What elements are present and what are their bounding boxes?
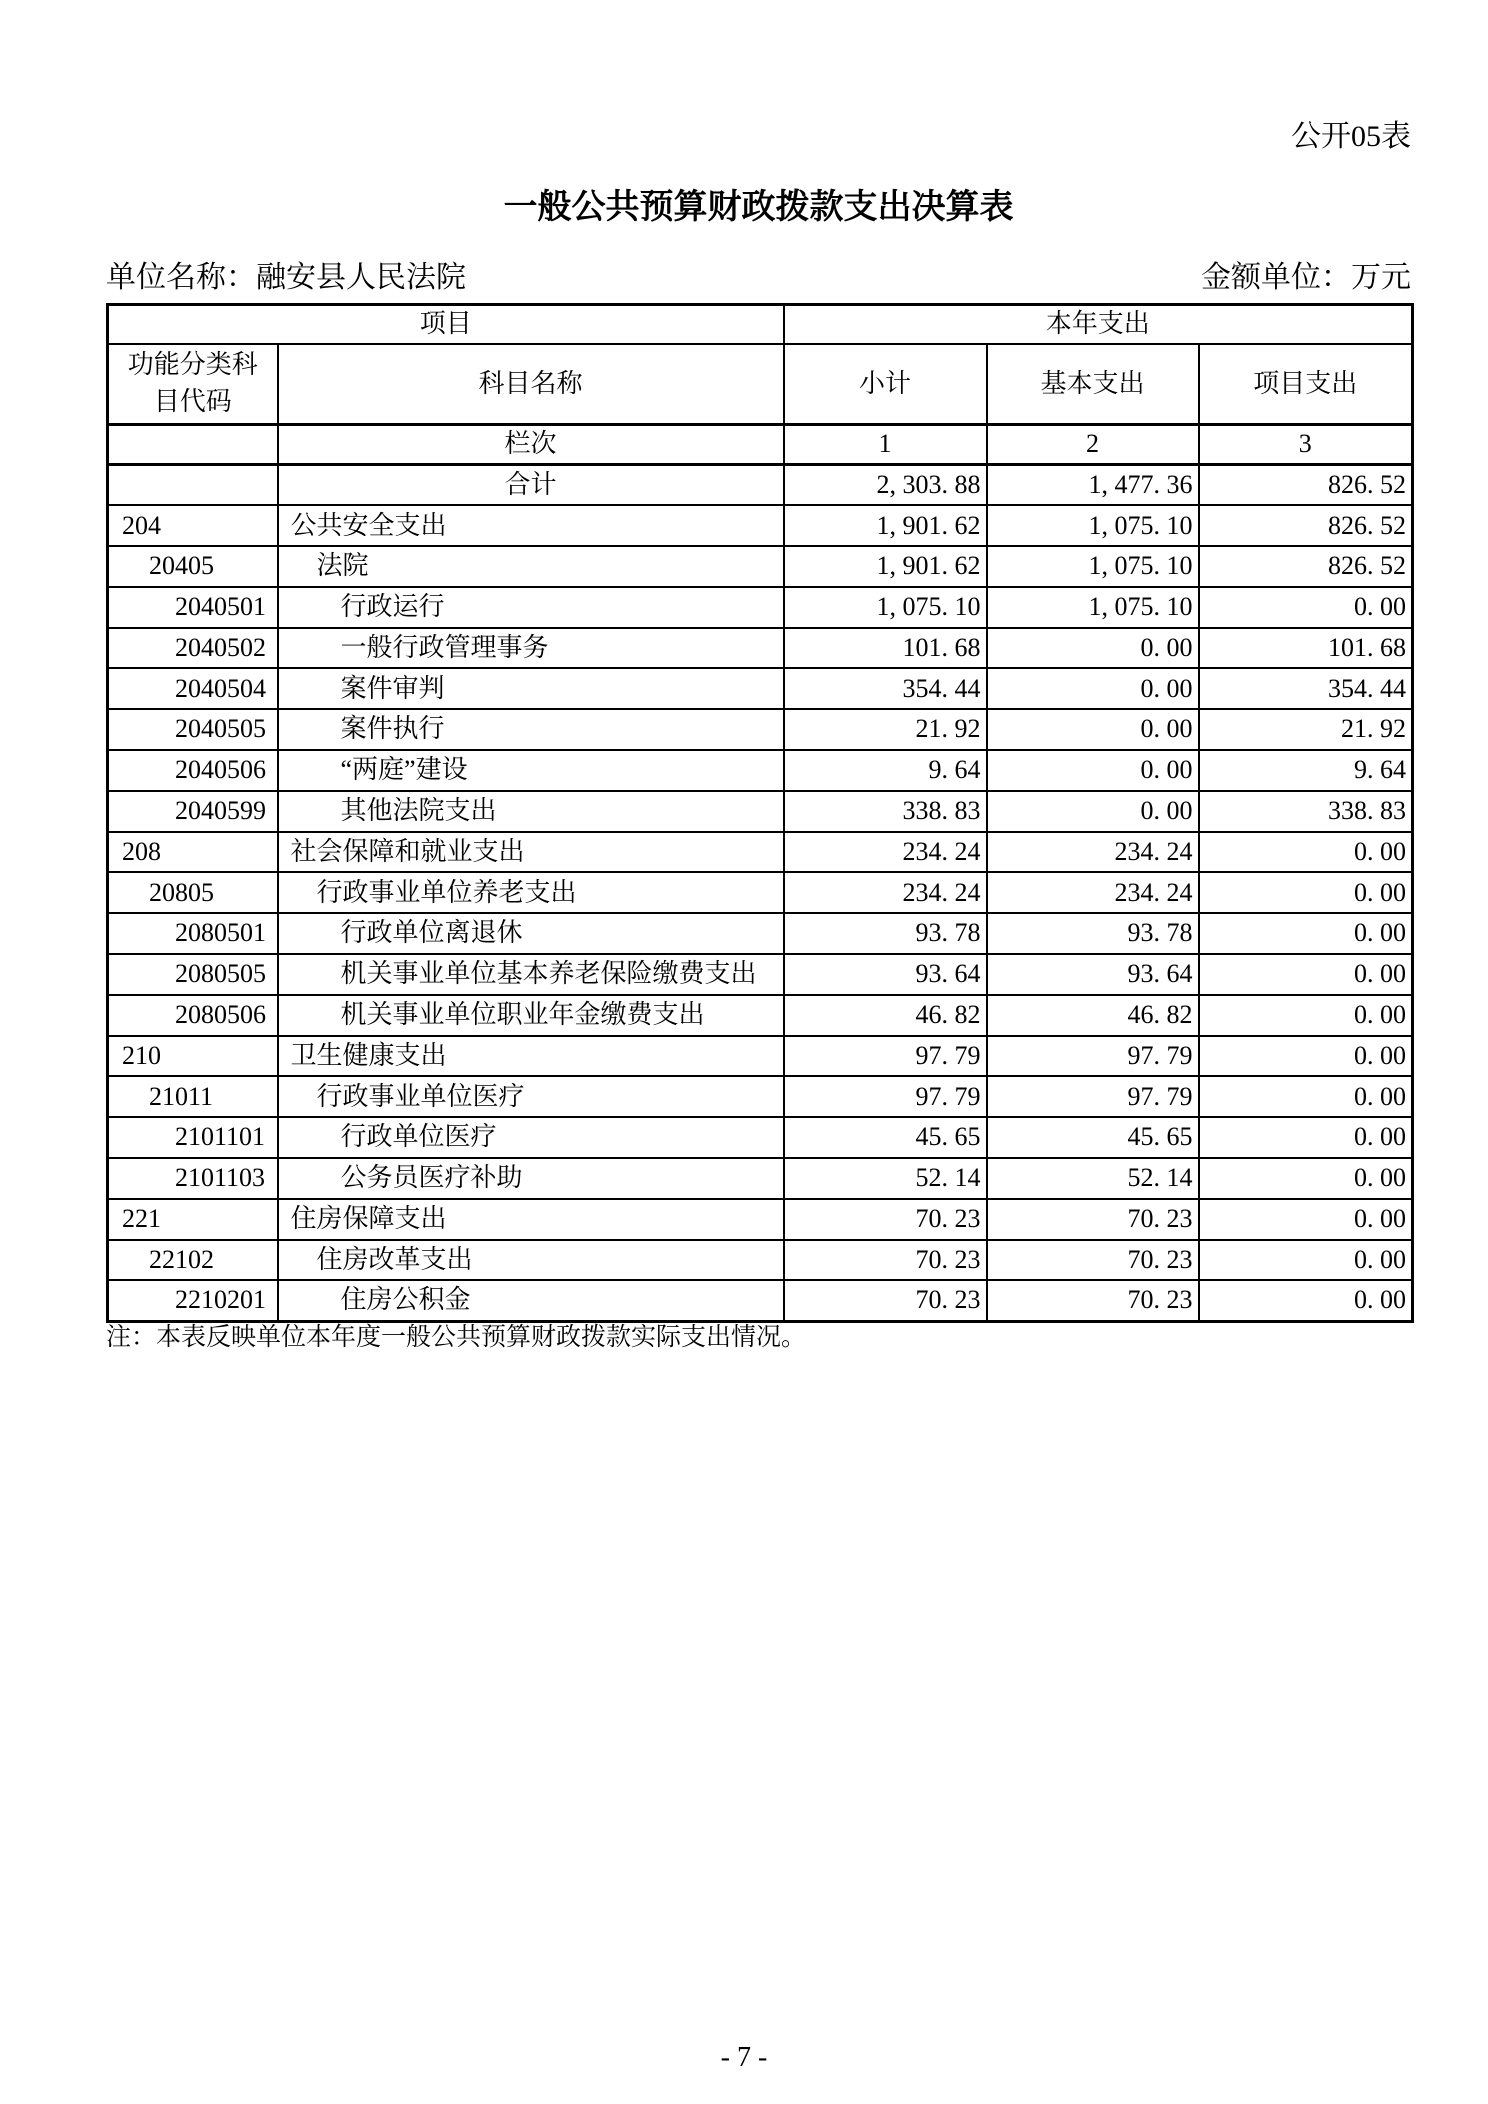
subtotal-value-cell: 101. 68 (784, 628, 987, 669)
subtotal-value-cell: 70. 23 (784, 1199, 987, 1240)
basic-expenditure-value-cell: 234. 24 (987, 872, 1199, 913)
subtotal-value-cell: 45. 65 (784, 1117, 987, 1158)
project-expenditure-value-cell: 0. 00 (1199, 1036, 1413, 1077)
subject-name-cell: 案件审判 (278, 668, 784, 709)
function-code-cell: 2101101 (108, 1117, 278, 1158)
basic-expenditure-value-cell: 97. 79 (987, 1036, 1199, 1077)
table-row (108, 1199, 1413, 1240)
subtotal-value-cell: 21. 92 (784, 709, 987, 750)
project-expenditure-value-cell: 21. 92 (1199, 709, 1413, 750)
project-expenditure-value-cell: 0. 00 (1199, 1280, 1413, 1321)
function-code-cell: 2101103 (108, 1158, 278, 1199)
subject-name-cell: 公共安全支出 (278, 505, 784, 546)
table-row (108, 709, 1413, 750)
header-item-group: 项目 (108, 305, 784, 344)
function-code-cell: 208 (108, 832, 278, 873)
table-row (108, 750, 1413, 791)
basic-expenditure-value-cell: 1, 075. 10 (987, 546, 1199, 587)
column-index-3: 3 (1199, 425, 1413, 465)
subject-name-cell: 行政事业单位医疗 (278, 1076, 784, 1117)
function-code-cell: 2040504 (108, 668, 278, 709)
subject-name-cell: 其他法院支出 (278, 791, 784, 832)
column-index-2: 2 (987, 425, 1199, 465)
function-code-cell: 2080501 (108, 913, 278, 954)
function-code-cell: 2040505 (108, 709, 278, 750)
table-row (108, 505, 1413, 546)
basic-expenditure-value-cell: 0. 00 (987, 709, 1199, 750)
function-code-cell: 2040502 (108, 628, 278, 669)
subject-name-cell: 社会保障和就业支出 (278, 832, 784, 873)
function-code-cell: 2210201 (108, 1280, 278, 1321)
basic-expenditure-value-cell: 1, 075. 10 (987, 587, 1199, 628)
function-code-cell: 21011 (108, 1076, 278, 1117)
subtotal-value-cell: 97. 79 (784, 1036, 987, 1077)
subtotal-value-cell: 234. 24 (784, 832, 987, 873)
subtotal-value-cell: 46. 82 (784, 995, 987, 1036)
header-group-row (108, 305, 1413, 344)
table-row (108, 995, 1413, 1036)
project-expenditure-value-cell: 0. 00 (1199, 587, 1413, 628)
table-row (108, 1158, 1413, 1199)
header-basic-expenditure: 基本支出 (987, 344, 1199, 425)
table-row (108, 465, 1413, 506)
project-expenditure-value-cell: 101. 68 (1199, 628, 1413, 669)
project-expenditure-value-cell: 826. 52 (1199, 505, 1413, 546)
subtotal-value-cell: 93. 64 (784, 954, 987, 995)
project-expenditure-value-cell: 0. 00 (1199, 913, 1413, 954)
subtotal-value-cell: 1, 901. 62 (784, 505, 987, 546)
basic-expenditure-value-cell: 93. 64 (987, 954, 1199, 995)
project-expenditure-value-cell: 0. 00 (1199, 995, 1413, 1036)
table-row (108, 791, 1413, 832)
function-code-cell: 2040599 (108, 791, 278, 832)
function-code-cell: 210 (108, 1036, 278, 1077)
subject-name-cell: 案件执行 (278, 709, 784, 750)
subtotal-value-cell: 2, 303. 88 (784, 465, 987, 506)
form-number-label: 公开05表 (1291, 120, 1411, 153)
subject-name-cell: 住房改革支出 (278, 1240, 784, 1281)
header-columns-row (108, 344, 1413, 425)
subtotal-value-cell: 70. 23 (784, 1280, 987, 1321)
basic-expenditure-value-cell: 70. 23 (987, 1280, 1199, 1321)
subject-name-cell: 行政运行 (278, 587, 784, 628)
page-number: - 7 - (720, 2042, 768, 2073)
subject-name-cell: 住房公积金 (278, 1280, 784, 1321)
subject-name-cell: 行政单位医疗 (278, 1117, 784, 1158)
table-row (108, 546, 1413, 587)
table-row (108, 587, 1413, 628)
basic-expenditure-value-cell: 97. 79 (987, 1076, 1199, 1117)
basic-expenditure-value-cell: 0. 00 (987, 628, 1199, 669)
project-expenditure-value-cell: 0. 00 (1199, 1158, 1413, 1199)
amount-unit-label: 金额单位：万元 (1201, 261, 1411, 294)
subject-name-cell: 机关事业单位职业年金缴费支出 (278, 995, 784, 1036)
project-expenditure-value-cell: 9. 64 (1199, 750, 1413, 791)
project-expenditure-value-cell: 354. 44 (1199, 668, 1413, 709)
function-code-cell: 22102 (108, 1240, 278, 1281)
project-expenditure-value-cell: 826. 52 (1199, 546, 1413, 587)
subject-name-cell: 卫生健康支出 (278, 1036, 784, 1077)
column-index-label: 栏次 (278, 425, 784, 465)
project-expenditure-value-cell: 338. 83 (1199, 791, 1413, 832)
project-expenditure-value-cell: 0. 00 (1199, 1199, 1413, 1240)
table-row (108, 913, 1413, 954)
subject-name-cell: 行政事业单位养老支出 (278, 872, 784, 913)
function-code-cell: 204 (108, 505, 278, 546)
header-project-expenditure: 项目支出 (1199, 344, 1413, 425)
project-expenditure-value-cell: 0. 00 (1199, 1117, 1413, 1158)
subject-name-cell: 公务员医疗补助 (278, 1158, 784, 1199)
table-header (108, 305, 1413, 465)
unit-name-label: 单位名称：融安县人民法院 (106, 261, 466, 294)
basic-expenditure-value-cell: 1, 477. 36 (987, 465, 1199, 506)
subtotal-value-cell: 234. 24 (784, 872, 987, 913)
table-row (108, 1036, 1413, 1077)
header-current-year-group: 本年支出 (784, 305, 1413, 344)
column-index-row (108, 425, 1413, 465)
header-subject-name: 科目名称 (278, 344, 784, 425)
table-row (108, 832, 1413, 873)
table-row (108, 1076, 1413, 1117)
project-expenditure-value-cell: 0. 00 (1199, 872, 1413, 913)
basic-expenditure-value-cell: 1, 075. 10 (987, 505, 1199, 546)
basic-expenditure-value-cell: 0. 00 (987, 791, 1199, 832)
header-subtotal: 小计 (784, 344, 987, 425)
table-row (108, 1280, 1413, 1321)
table-row (108, 1240, 1413, 1281)
function-code-cell: 221 (108, 1199, 278, 1240)
basic-expenditure-value-cell: 0. 00 (987, 750, 1199, 791)
basic-expenditure-value-cell: 52. 14 (987, 1158, 1199, 1199)
function-code-cell: 2040506 (108, 750, 278, 791)
column-index-1: 1 (784, 425, 987, 465)
subtotal-value-cell: 97. 79 (784, 1076, 987, 1117)
subtotal-value-cell: 1, 075. 10 (784, 587, 987, 628)
table-row (108, 872, 1413, 913)
page-title: 一般公共预算财政拨款支出决算表 (503, 189, 1014, 226)
table-body (108, 465, 1413, 1322)
basic-expenditure-value-cell: 70. 23 (987, 1240, 1199, 1281)
subject-name-cell: “两庭”建设 (278, 750, 784, 791)
subject-name-cell: 法院 (278, 546, 784, 587)
subject-name-cell: 机关事业单位基本养老保险缴费支出 (278, 954, 784, 995)
subtotal-value-cell: 338. 83 (784, 791, 987, 832)
basic-expenditure-value-cell: 234. 24 (987, 832, 1199, 873)
subtotal-value-cell: 52. 14 (784, 1158, 987, 1199)
basic-expenditure-value-cell: 93. 78 (987, 913, 1199, 954)
header-function-code: 功能分类科目代码 (108, 344, 278, 425)
project-expenditure-value-cell: 0. 00 (1199, 832, 1413, 873)
project-expenditure-value-cell: 0. 00 (1199, 1076, 1413, 1117)
blank-cell (108, 425, 278, 465)
table-info-row (106, 258, 1411, 297)
table-row (108, 668, 1413, 709)
table-footnote: 注：本表反映单位本年度一般公共预算财政拨款实际支出情况。 (106, 1324, 807, 1351)
subtotal-value-cell: 9. 64 (784, 750, 987, 791)
function-code-cell: 20805 (108, 872, 278, 913)
basic-expenditure-value-cell: 46. 82 (987, 995, 1199, 1036)
basic-expenditure-value-cell: 70. 23 (987, 1199, 1199, 1240)
subject-name-cell: 一般行政管理事务 (278, 628, 784, 669)
subtotal-value-cell: 1, 901. 62 (784, 546, 987, 587)
subtotal-value-cell: 354. 44 (784, 668, 987, 709)
subject-name-cell: 合计 (278, 465, 784, 506)
function-code-cell: 20405 (108, 546, 278, 587)
project-expenditure-value-cell: 0. 00 (1199, 954, 1413, 995)
table-row (108, 1117, 1413, 1158)
budget-table (106, 303, 1414, 1323)
function-code-cell: 2040501 (108, 587, 278, 628)
function-code-cell (108, 465, 278, 506)
basic-expenditure-value-cell: 45. 65 (987, 1117, 1199, 1158)
project-expenditure-value-cell: 0. 00 (1199, 1240, 1413, 1281)
subject-name-cell: 住房保障支出 (278, 1199, 784, 1240)
subtotal-value-cell: 70. 23 (784, 1240, 987, 1281)
subject-name-cell: 行政单位离退休 (278, 913, 784, 954)
function-code-cell: 2080506 (108, 995, 278, 1036)
function-code-cell: 2080505 (108, 954, 278, 995)
project-expenditure-value-cell: 826. 52 (1199, 465, 1413, 506)
table-row (108, 628, 1413, 669)
basic-expenditure-value-cell: 0. 00 (987, 668, 1199, 709)
subtotal-value-cell: 93. 78 (784, 913, 987, 954)
table-row (108, 954, 1413, 995)
